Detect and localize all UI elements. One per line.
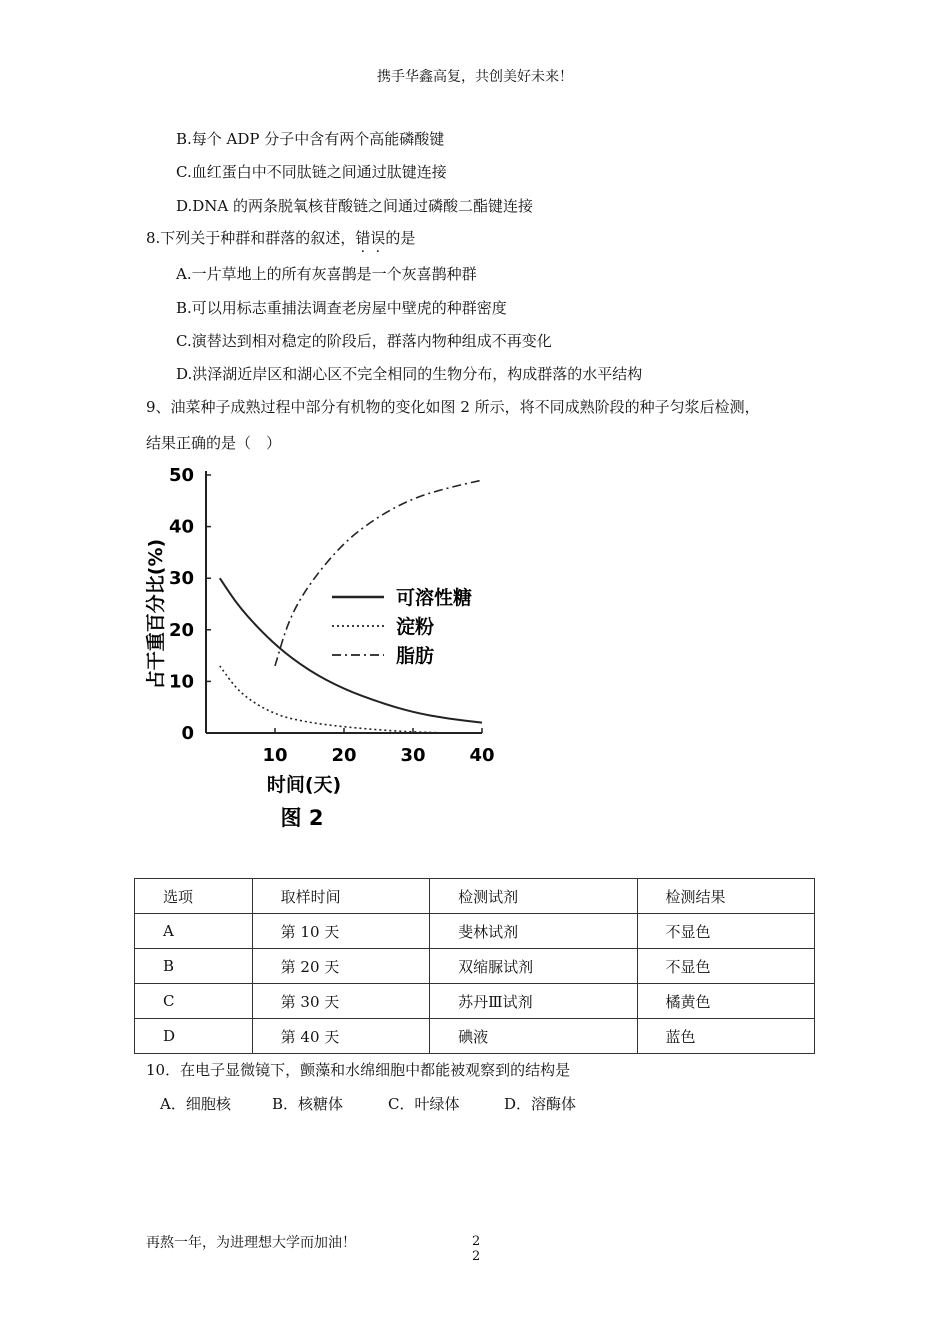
table-cell: 不显色 <box>637 914 815 949</box>
table-cell: 双缩脲试剂 <box>430 949 637 984</box>
q7-option-c: C.血红蛋白中不同肽链之间通过肽键连接 <box>176 163 447 181</box>
table-header-row <box>135 879 815 914</box>
table-row <box>135 984 815 1019</box>
table-cell: 不显色 <box>637 949 815 984</box>
q7-option-b: B.每个 ADP 分子中含有两个高能磷酸键 <box>176 130 445 148</box>
table-cell: D <box>135 1019 253 1054</box>
x-tick-label: 40 <box>469 745 495 766</box>
y-tick-label: 50 <box>168 465 194 486</box>
y-tick-label: 0 <box>181 723 194 744</box>
q10-option-a: A．细胞核 <box>160 1095 231 1113</box>
q8-option-c: C.演替达到相对稳定的阶段后，群落内物种组成不再变化 <box>176 332 552 350</box>
q8-emphasis-1: 错 <box>355 229 371 247</box>
table-cell: 第 40 天 <box>252 1019 429 1054</box>
page-number-top: 2 <box>472 1234 481 1249</box>
q9-stem-line1: 9、油菜种子成熟过程中部分有机物的变化如图 2 所示，将不同成熟阶段的种子匀浆后检测， <box>146 398 760 416</box>
table-header-cell: 检测试剂 <box>430 879 637 914</box>
table-cell: 蓝色 <box>637 1019 815 1054</box>
x-tick-label: 30 <box>400 745 426 766</box>
table-cell: 苏丹Ⅲ试剂 <box>430 984 637 1019</box>
y-tick-label: 20 <box>168 619 194 641</box>
legend-label: 淀粉 <box>396 616 435 638</box>
series-3-line <box>275 480 482 666</box>
q9-options-table <box>134 878 815 1054</box>
x-tick-label: 20 <box>331 745 357 766</box>
page-header: 携手华鑫高复，共创美好未来！ <box>377 69 573 85</box>
table-header-cell: 检测结果 <box>637 879 815 914</box>
x-tick-label: 10 <box>262 745 288 766</box>
table-header-cell: 取样时间 <box>252 879 429 914</box>
table-row <box>135 914 815 949</box>
series-2-line <box>220 666 448 733</box>
q8-emphasis-2: 误 <box>370 229 386 247</box>
q7-option-d: D.DNA 的两条脱氧核苷酸链之间通过磷酸二酯键连接 <box>176 197 534 215</box>
legend-label: 可溶性糖 <box>396 587 473 609</box>
table-header-cell: 选项 <box>135 879 253 914</box>
table-cell: 橘黄色 <box>637 984 815 1019</box>
legend-label: 脂肪 <box>396 645 435 667</box>
table-cell: 第 30 天 <box>252 984 429 1019</box>
q8-option-a: A.一片草地上的所有灰喜鹊是一个灰喜鹊种群 <box>176 265 477 283</box>
table-row <box>135 1019 815 1054</box>
table-cell: 第 20 天 <box>252 949 429 984</box>
q9-stem-line2: 结果正确的是（ ） <box>146 434 282 452</box>
table-cell: 斐林试剂 <box>430 914 637 949</box>
table-cell: 碘液 <box>430 1019 637 1054</box>
table-cell: 第 10 天 <box>252 914 429 949</box>
page-number-bottom: 2 <box>472 1249 481 1264</box>
footer-slogan: 再熬一年，为进理想大学而加油！ <box>146 1235 356 1251</box>
figure-caption: 图 2 <box>280 806 324 830</box>
y-tick-label: 30 <box>168 568 194 590</box>
q8-option-b: B.可以用标志重捕法调查老房屋中壁虎的种群密度 <box>176 299 507 317</box>
table-cell: A <box>135 914 253 949</box>
q10-stem: 10．在电子显微镜下，颤藻和水绵细胞中都能被观察到的结构是 <box>146 1061 571 1079</box>
table-cell: B <box>135 949 253 984</box>
table-row <box>135 949 815 984</box>
q10-option-d: D．溶酶体 <box>504 1095 577 1113</box>
q8-option-d: D.洪泽湖近岸区和湖心区不完全相同的生物分布，构成群落的水平结构 <box>176 365 643 383</box>
q10-option-c: C．叶绿体 <box>388 1095 460 1113</box>
q8-stem-pre: 8.下列关于种群和群落的叙述， <box>146 229 356 247</box>
q10-option-b: B．核糖体 <box>272 1095 344 1113</box>
figure-2-chart <box>140 460 510 840</box>
y-tick-label: 10 <box>168 671 194 693</box>
x-axis-label: 时间(天) <box>266 774 342 796</box>
table-cell: C <box>135 984 253 1019</box>
q8-stem <box>146 227 415 248</box>
y-axis-label: 占干重百分比(%) <box>145 538 167 690</box>
q8-stem-post: 的是 <box>385 229 416 247</box>
y-tick-label: 40 <box>168 516 194 538</box>
